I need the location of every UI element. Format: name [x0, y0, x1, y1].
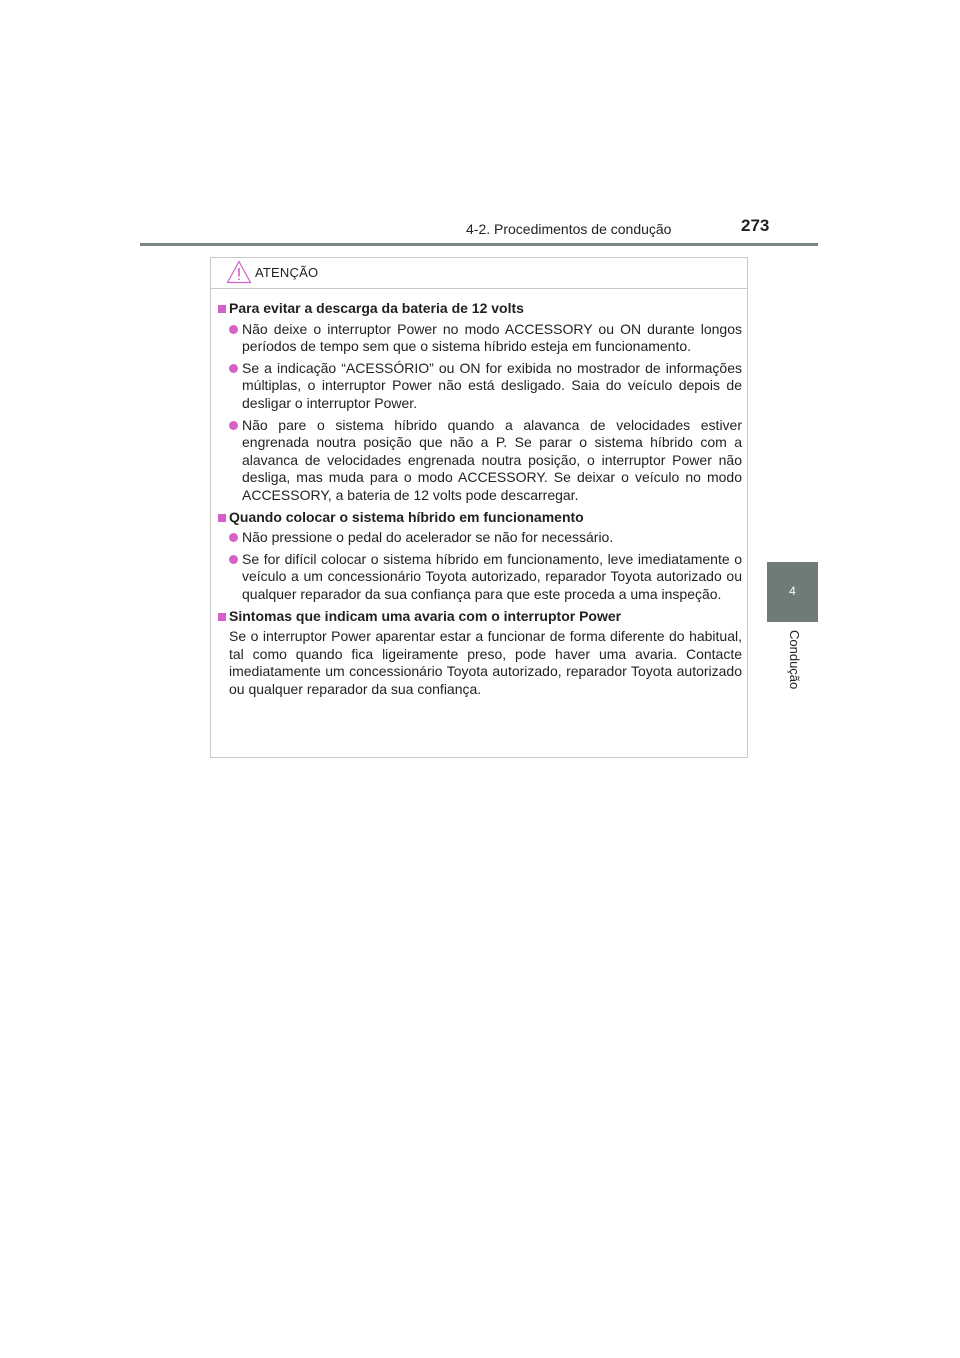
bullet-text: Se a indicação “ACESSÓRIO” ou ON for exibida no mostrador de informações múltiplas, o interruptor Power não está desligado. Saia do veículo depois de desligar o interruptor Power. — [242, 359, 742, 411]
warning-header — [211, 258, 747, 289]
list-item — [218, 417, 742, 505]
bullet-dot-icon — [229, 325, 238, 334]
bullet-text: Não deixe o interruptor Power no modo ACCESSORY ou ON durante longos períodos de tempo sem que o sistema híbrido esteja em funcionamento. — [242, 320, 742, 355]
list-item — [218, 321, 742, 356]
running-header-section: 4-2. Procedimentos de condução — [466, 221, 672, 237]
section-paragraph: Se o interruptor Power aparentar estar a funcionar de forma diferente do habitual, tal como quando fica ligeiramente preso, pode haver uma avaria. Contacte imediatamente um concessionário Toyota autorizado, reparador Toyota autorizado ou qualquer reparador da sua confiança. — [229, 628, 742, 697]
warning-title: ATENÇÃO — [255, 265, 319, 280]
bullet-text: Não pressione o pedal do acelerador se não for necessário. — [242, 529, 614, 546]
list-item — [218, 551, 742, 604]
list-item — [218, 360, 742, 413]
bullet-dot-icon — [229, 421, 238, 430]
section-title-battery: Para evitar a descarga da bateria de 12 volts — [218, 300, 742, 318]
header-divider — [140, 243, 818, 246]
bullet-text: Não pare o sistema híbrido quando a alavanca de velocidades estiver engrenada noutra posição que não a P. Se parar o sistema híbrido com a alavanca de velocidades engrenada noutra posição, o interruptor Power não desliga, mas muda para o modo ACCESSORY. Se deixar o veículo no modo ACCESSORY, a bateria de 12 volts pode descarregar. — [242, 416, 742, 503]
warning-box — [210, 257, 748, 758]
section-title-symptoms: Sintomas que indicam uma avaria com o interruptor Power — [218, 608, 742, 626]
section-title-starting: Quando colocar o sistema híbrido em funcionamento — [218, 509, 742, 527]
bullet-dot-icon — [229, 364, 238, 373]
bullet-text: Se for difícil colocar o sistema híbrido em funcionamento, leve imediatamente o veículo a um concessionário Toyota autorizado, reparador Toyota autorizado ou qualquer reparador da sua confiança para que este proceda a uma inspeção. — [242, 550, 742, 602]
chapter-number: 4 — [789, 584, 796, 598]
warning-triangle-icon — [226, 260, 252, 284]
bullet-dot-icon — [229, 555, 238, 564]
warning-body — [211, 289, 747, 698]
page-number: 273 — [741, 216, 770, 235]
chapter-side-label — [766, 630, 818, 700]
bullet-dot-icon — [229, 533, 238, 542]
chapter-tab[interactable] — [767, 562, 818, 622]
list-item — [218, 529, 742, 547]
chapter-label: Condução — [787, 630, 802, 690]
